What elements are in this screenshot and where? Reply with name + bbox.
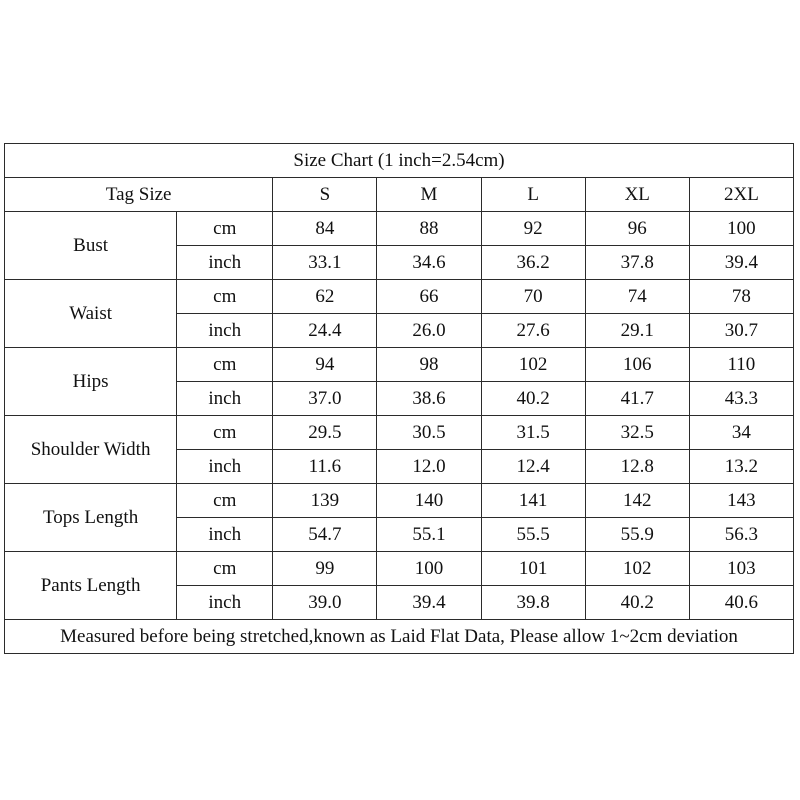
footnote-row [5, 620, 794, 654]
unit-label-cm: cm [177, 552, 273, 586]
value-cell: 102 [481, 348, 585, 382]
size-chart-table [4, 143, 794, 654]
unit-label-inch: inch [177, 586, 273, 620]
value-cell: 39.8 [481, 586, 585, 620]
hips-label: Hips [5, 348, 177, 416]
value-cell: 140 [377, 484, 481, 518]
pants-length-cm-row [5, 552, 794, 586]
value-cell: 31.5 [481, 416, 585, 450]
bust-cm-row [5, 212, 794, 246]
size-header-l: L [481, 178, 585, 212]
unit-label-inch: inch [177, 450, 273, 484]
value-cell: 40.2 [481, 382, 585, 416]
value-cell: 43.3 [689, 382, 793, 416]
value-cell: 27.6 [481, 314, 585, 348]
value-cell: 142 [585, 484, 689, 518]
unit-label-inch: inch [177, 246, 273, 280]
value-cell: 11.6 [273, 450, 377, 484]
value-cell: 12.8 [585, 450, 689, 484]
value-cell: 12.4 [481, 450, 585, 484]
value-cell: 101 [481, 552, 585, 586]
value-cell: 55.5 [481, 518, 585, 552]
size-header-2xl: 2XL [689, 178, 793, 212]
tag-size-header: Tag Size [5, 178, 273, 212]
value-cell: 13.2 [689, 450, 793, 484]
bust-label: Bust [5, 212, 177, 280]
value-cell: 103 [689, 552, 793, 586]
value-cell: 102 [585, 552, 689, 586]
size-header-s: S [273, 178, 377, 212]
unit-label-cm: cm [177, 416, 273, 450]
value-cell: 39.4 [689, 246, 793, 280]
value-cell: 62 [273, 280, 377, 314]
value-cell: 34.6 [377, 246, 481, 280]
tops-length-label: Tops Length [5, 484, 177, 552]
value-cell: 55.9 [585, 518, 689, 552]
value-cell: 92 [481, 212, 585, 246]
value-cell: 36.2 [481, 246, 585, 280]
value-cell: 30.5 [377, 416, 481, 450]
value-cell: 34 [689, 416, 793, 450]
tops-length-cm-row [5, 484, 794, 518]
unit-label-cm: cm [177, 348, 273, 382]
value-cell: 56.3 [689, 518, 793, 552]
shoulder-width-cm-row [5, 416, 794, 450]
pants-length-label: Pants Length [5, 552, 177, 620]
value-cell: 32.5 [585, 416, 689, 450]
value-cell: 24.4 [273, 314, 377, 348]
unit-label-inch: inch [177, 382, 273, 416]
waist-label: Waist [5, 280, 177, 348]
header-row [5, 178, 794, 212]
size-chart-body [5, 144, 794, 654]
value-cell: 106 [585, 348, 689, 382]
value-cell: 38.6 [377, 382, 481, 416]
value-cell: 41.7 [585, 382, 689, 416]
shoulder-width-label: Shoulder Width [5, 416, 177, 484]
value-cell: 70 [481, 280, 585, 314]
hips-cm-row [5, 348, 794, 382]
value-cell: 99 [273, 552, 377, 586]
value-cell: 54.7 [273, 518, 377, 552]
value-cell: 26.0 [377, 314, 481, 348]
value-cell: 74 [585, 280, 689, 314]
size-header-xl: XL [585, 178, 689, 212]
value-cell: 33.1 [273, 246, 377, 280]
footnote: Measured before being stretched,known as Laid Flat Data, Please allow 1~2cm deviation [5, 620, 794, 654]
value-cell: 141 [481, 484, 585, 518]
value-cell: 96 [585, 212, 689, 246]
value-cell: 12.0 [377, 450, 481, 484]
value-cell: 37.0 [273, 382, 377, 416]
value-cell: 40.2 [585, 586, 689, 620]
value-cell: 37.8 [585, 246, 689, 280]
value-cell: 66 [377, 280, 481, 314]
unit-label-cm: cm [177, 212, 273, 246]
value-cell: 139 [273, 484, 377, 518]
waist-cm-row [5, 280, 794, 314]
value-cell: 88 [377, 212, 481, 246]
value-cell: 84 [273, 212, 377, 246]
value-cell: 55.1 [377, 518, 481, 552]
value-cell: 100 [689, 212, 793, 246]
value-cell: 78 [689, 280, 793, 314]
value-cell: 29.5 [273, 416, 377, 450]
value-cell: 39.4 [377, 586, 481, 620]
value-cell: 100 [377, 552, 481, 586]
unit-label-cm: cm [177, 484, 273, 518]
size-header-m: M [377, 178, 481, 212]
unit-label-cm: cm [177, 280, 273, 314]
value-cell: 94 [273, 348, 377, 382]
value-cell: 40.6 [689, 586, 793, 620]
unit-label-inch: inch [177, 518, 273, 552]
value-cell: 110 [689, 348, 793, 382]
value-cell: 29.1 [585, 314, 689, 348]
value-cell: 143 [689, 484, 793, 518]
value-cell: 30.7 [689, 314, 793, 348]
unit-label-inch: inch [177, 314, 273, 348]
title-row [5, 144, 794, 178]
chart-title: Size Chart (1 inch=2.54cm) [5, 144, 794, 178]
value-cell: 39.0 [273, 586, 377, 620]
value-cell: 98 [377, 348, 481, 382]
